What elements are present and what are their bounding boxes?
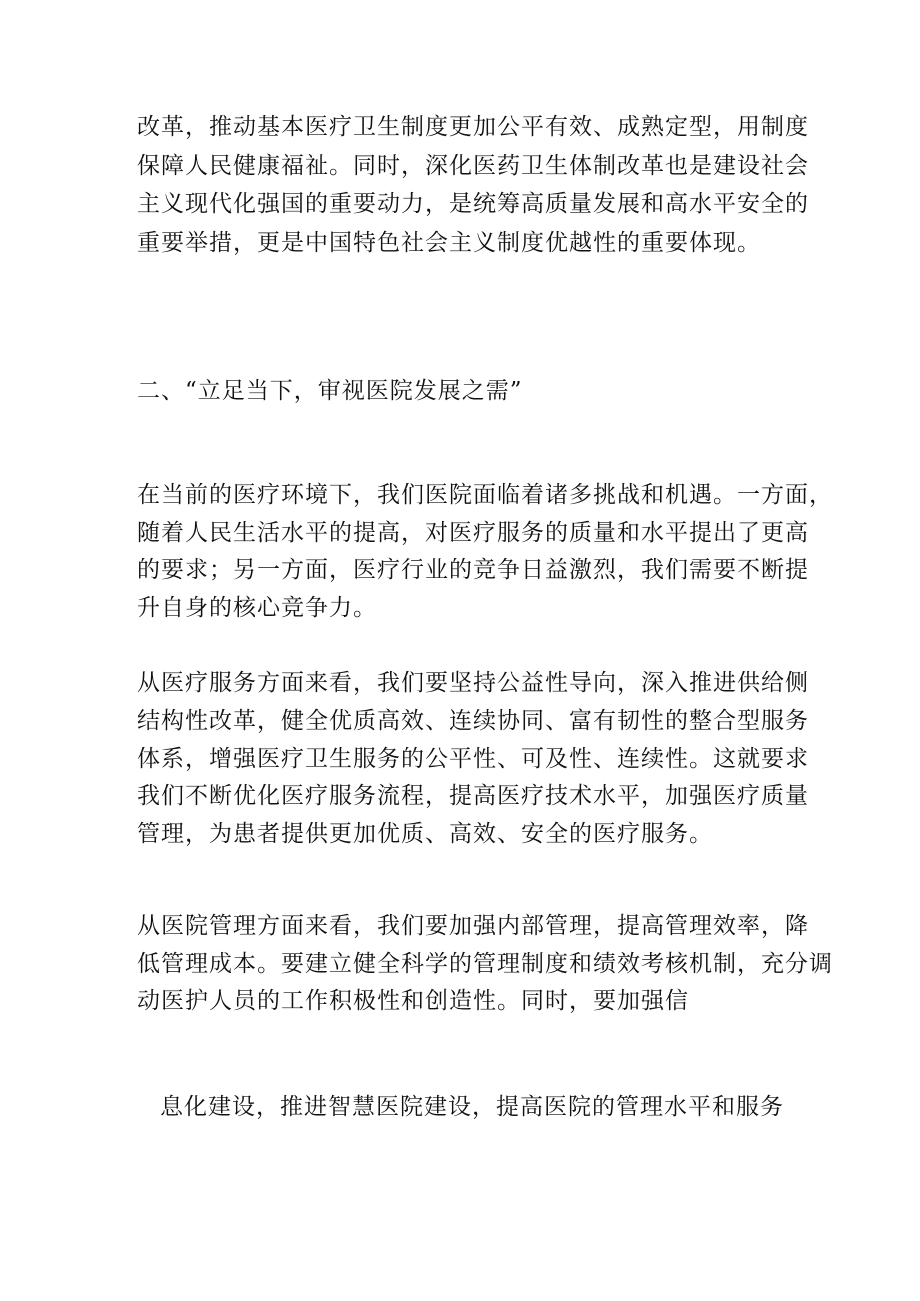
text-line: 我们不断优化医疗服务流程，提高医疗技术水平，加强医疗质量	[137, 783, 809, 810]
text-line: 管理，为患者提供更加优质、高效、安全的医疗服务。	[137, 821, 713, 848]
text-line: 在当前的医疗环境下，我们医院面临着诸多挑战和机遇。一方面，	[137, 482, 833, 508]
text-line: 保障人民健康福祉。同时，深化医药卫生体制改革也是建设社会	[137, 152, 809, 179]
paragraph-challenges	[137, 476, 833, 626]
section-heading-text: 二、“立足当下，审视医院发展之需”	[137, 378, 523, 404]
text-line: 动医护人员的工作积极性和创造性。同时，要加强信	[137, 988, 689, 1014]
text-line: 主义现代化强国的重要动力，是统筹高质量发展和高水平安全的	[137, 191, 809, 217]
text-line: 升自身的核心竞争力。	[137, 594, 377, 621]
text-line: 改革，推动基本医疗卫生制度更加公平有效、成熟定型，用制度	[137, 114, 809, 140]
paragraph-hospital-management	[137, 907, 833, 1020]
paragraph-medical-service	[137, 664, 809, 853]
text-line: 低管理成本。要建立健全科学的管理制度和绩效考核机制，充分调	[137, 950, 833, 977]
text-line: 体系，增强医疗卫生服务的公平性、可及性、连续性。这就要求	[137, 745, 809, 772]
text-line: 重要举措，更是中国特色社会主义制度优越性的重要体现。	[137, 229, 761, 256]
text-line: 从医院管理方面来看，我们要加强内部管理，提高管理效率，降	[137, 913, 809, 939]
text-line: 从医疗服务方面来看，我们要坚持公益性导向，深入推进供给侧	[137, 670, 809, 696]
intro-paragraph	[137, 108, 809, 262]
text-line: 随着人民生活水平的提高，对医疗服务的质量和水平提出了更高	[137, 519, 809, 546]
paragraph-continuation	[160, 1088, 820, 1126]
text-line: 的要求；另一方面，医疗行业的竞争日益激烈，我们需要不断提	[137, 557, 809, 583]
text-line: 结构性改革，健全优质高效、连续协同、富有韧性的整合型服务	[137, 707, 809, 734]
text-line: 息化建设，推进智慧医院建设，提高医院的管理水平和服务	[160, 1094, 784, 1120]
section-heading	[137, 372, 797, 410]
